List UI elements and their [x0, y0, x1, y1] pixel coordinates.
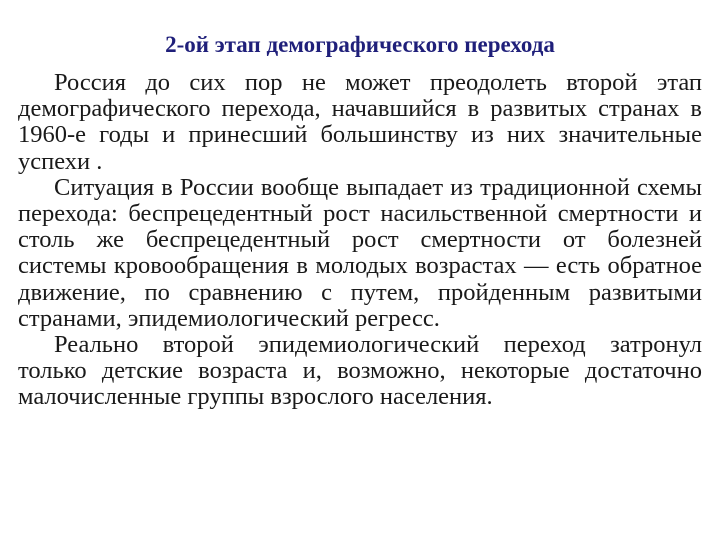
paragraph-russia-transition: Россия до сих пор не может преодолеть второй этап демографического перехода, начавшийся в развитых странах в 1960-е годы и принесший большинству из них значительные успехи .	[18, 69, 702, 175]
paragraph-situation-russia: Ситуация в России вообще выпадает из традиционной схемы перехода: беспрецедентный рост насильственной смертности и столь же беспрецедентный рост смертности от болезней системы кровообращения в молодых возрастах — есть обратное движение, по сравнению с путем, пройденным развитыми странами, эпидемиологический регресс.	[18, 173, 702, 332]
slide-body	[18, 70, 702, 411]
slide-title: 2-ой этап демографического перехода	[165, 32, 555, 57]
paragraph-second-transition: Реально второй эпидемиологический переход затронул только детские возраста и, возможно, некоторые достаточно малочисленные группы взрослого населения.	[18, 331, 702, 411]
